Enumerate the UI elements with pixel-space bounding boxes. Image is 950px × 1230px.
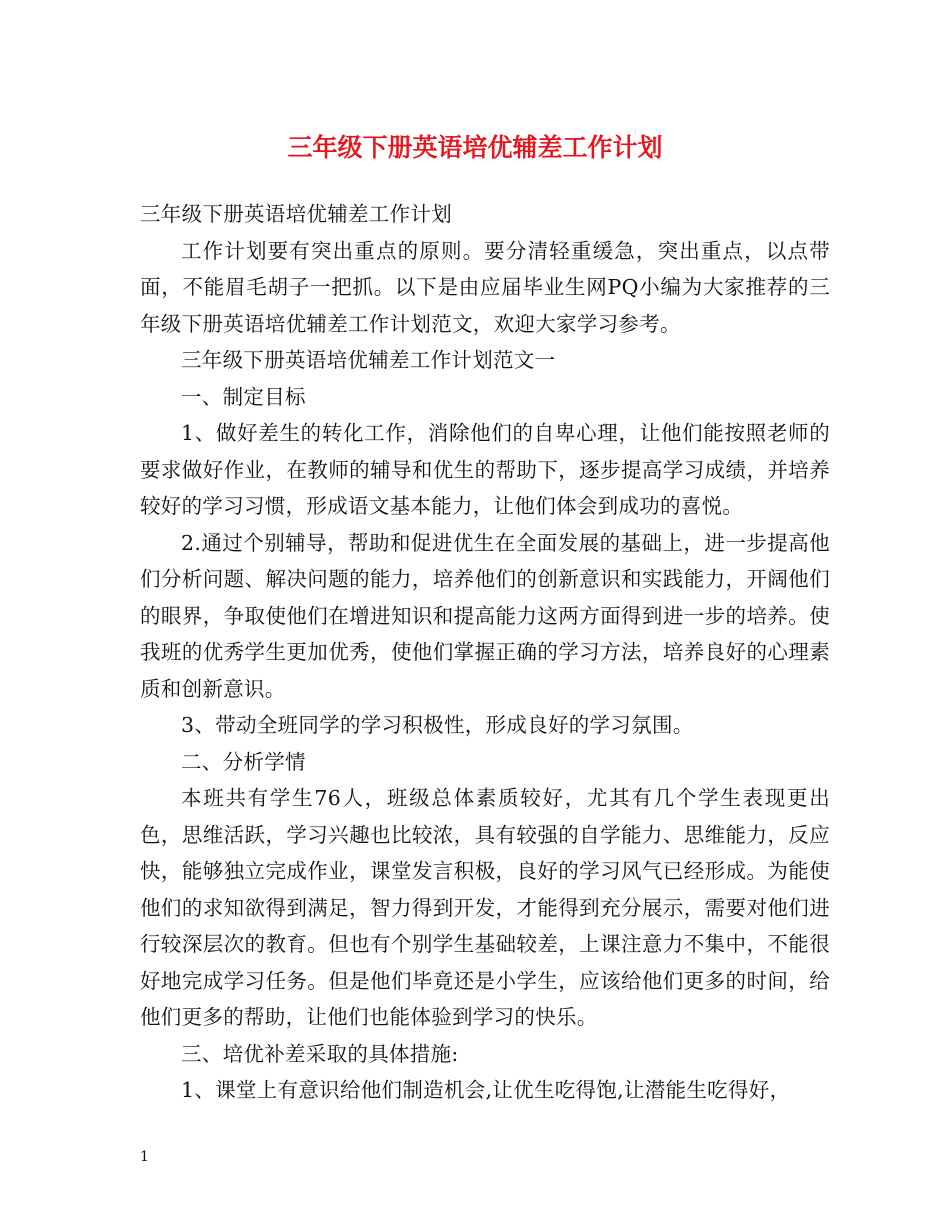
paragraph-measure-1: 1、课堂上有意识给他们制造机会,让优生吃得饱,让潜能生吃得好， bbox=[181, 1078, 791, 1102]
paragraph-goal-3: 3、带动全班同学的学习积极性，形成良好的学习氛围。 bbox=[181, 713, 694, 737]
paragraph-intro: 工作计划要有突出重点的原则。要分清轻重缓急，突出重点，以点带面，不能眉毛胡子一把抓。以下是由应届毕业生网PQ小编为大家推荐的三年级下册英语培优辅差工作计划范文，欢迎大家学习参考。 bbox=[140, 238, 830, 336]
page-number: 1 bbox=[140, 1149, 149, 1165]
paragraph-goal-1: 1、做好差生的转化工作，消除他们的自卑心理，让他们能按照老师的要求做好作业，在教师的辅导和优生的帮助下，逐步提高学习成绩，并培养较好的学习习惯，形成语文基本能力，让他们体会到成功的喜悦。 bbox=[140, 421, 830, 518]
document-body bbox=[140, 196, 830, 1109]
paragraph-class-analysis: 本班共有学生76人，班级总体素质较好，尤其有几个学生表现更出色，思维活跃，学习兴趣也比较浓，具有较强的自学能力、思维能力，反应快，能够独立完成作业，课堂发言积极，良好的学习风气已经形成。为能使他们的求知欲得到满足，智力得到开发，才能得到充分展示，需要对他们进行较深层次的教育。但也有个别学生基础较差，上课注意力不集中，不能很好地完成学习任务。但是他们毕竟还是小学生，应该给他们更多的时间，给他们更多的帮助，让他们也能体验到学习的快乐。 bbox=[140, 786, 830, 1029]
paragraph-goal-2: 2.通过个别辅导，帮助和促进优生在全面发展的基础上，进一步提高他们分析问题、解决问题的能力，培养他们的创新意识和实践能力，开阔他们的眼界，争取使他们在增进知识和提高能力这两方面得到进一步的培养。使我班的优秀学生更加优秀，使他们掌握正确的学习方法，培养良好的心理素质和创新意识。 bbox=[140, 530, 830, 701]
paragraph-section-heading: 三年级下册英语培优辅差工作计划范文一 bbox=[181, 348, 556, 372]
heading-measures: 三、培优补差采取的具体措施: bbox=[181, 1041, 459, 1066]
page-title: 三年级下册英语培优辅差工作计划 bbox=[287, 133, 663, 162]
paragraph-subtitle: 三年级下册英语培优辅差工作计划 bbox=[140, 202, 452, 226]
heading-analyze-situation: 二、分析学情 bbox=[181, 749, 306, 774]
heading-set-goals: 一、制定目标 bbox=[181, 384, 306, 409]
